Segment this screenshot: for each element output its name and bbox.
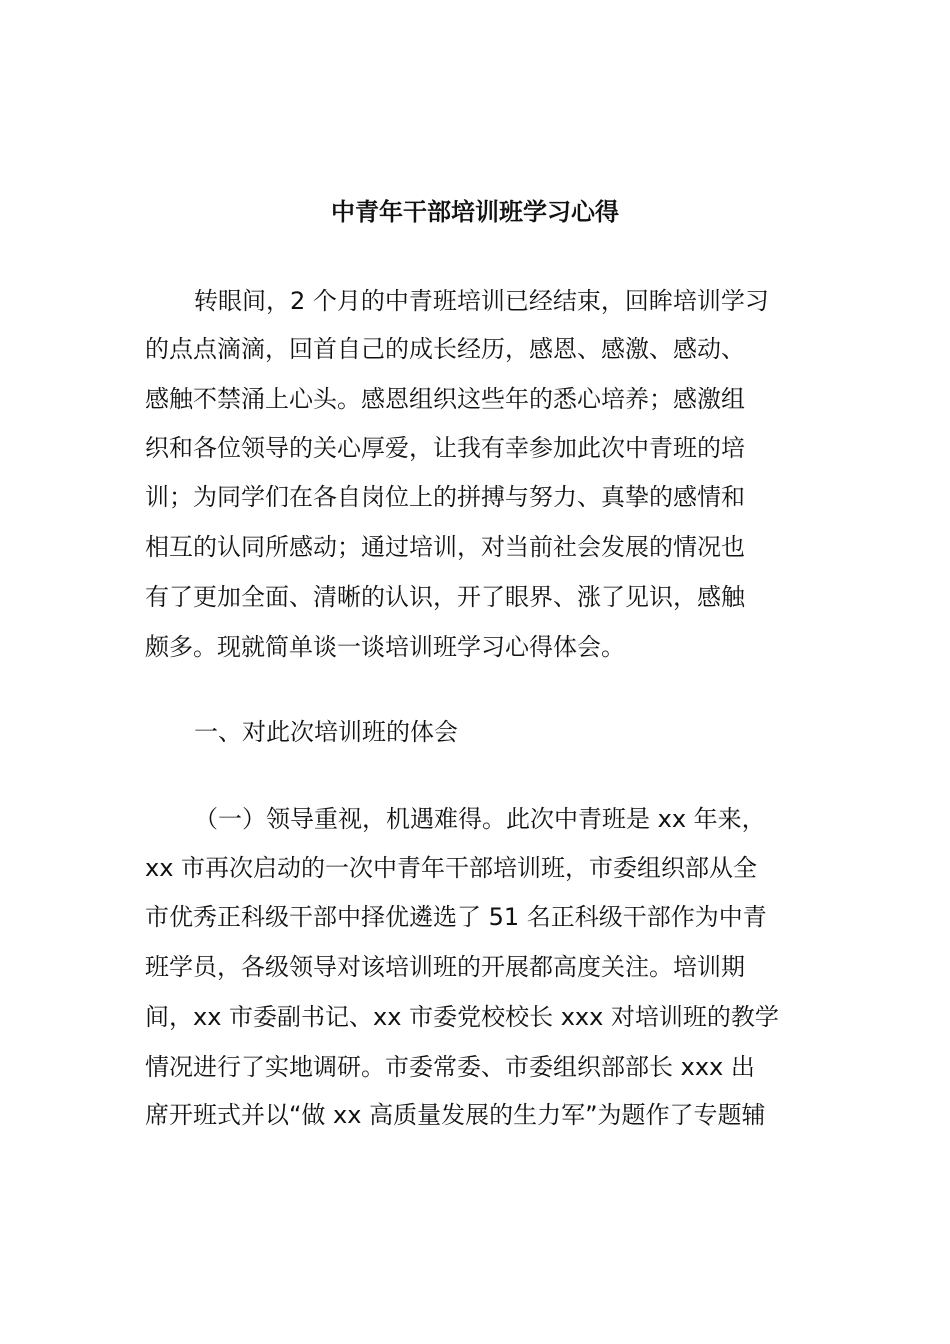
paragraph-2-line-3: 市优秀正科级干部中择优遴选了 51 名正科级干部作为中青 [145,903,767,931]
paragraph-1-line-6: 相互的认同所感动；通过培训，对当前社会发展的情况也 [145,533,745,561]
paragraph-1-line-8: 颇多。现就简单谈一谈培训班学习心得体会。 [145,633,625,661]
paragraph-1-line-1: 转眼间，2 个月的中青班培训已经结束，回眸培训学习 [194,287,769,315]
document-title: 中青年干部培训班学习心得 [331,198,619,226]
paragraph-1-line-7: 有了更加全面、清晰的认识，开了眼界、涨了见识，感触 [145,583,745,611]
paragraph-1-line-5: 训；为同学们在各自岗位上的拼搏与努力、真挚的感情和 [145,483,745,511]
paragraph-2-line-5: 间，xx 市委副书记、xx 市委党校校长 xxx 对培训班的教学 [145,1003,779,1031]
paragraph-2-line-4: 班学员，各级领导对该培训班的开展都高度关注。培训期 [145,953,745,981]
paragraph-1-line-4: 织和各位领导的关心厚爱，让我有幸参加此次中青班的培 [145,434,745,462]
paragraph-2-line-2: xx 市再次启动的一次中青年干部培训班，市委组织部从全 [145,854,758,882]
paragraph-1-line-3: 感触不禁涌上心头。感恩组织这些年的悉心培养；感激组 [145,385,745,413]
section-heading-1: 一、对此次培训班的体会 [194,718,458,746]
paragraph-2-line-6: 情况进行了实地调研。市委常委、市委组织部部长 xxx 出 [145,1053,755,1081]
paragraph-1-line-2: 的点点滴滴，回首自己的成长经历，感恩、感激、感动、 [145,335,745,363]
paragraph-2-line-1: （一）领导重视，机遇难得。此次中青班是 xx 年来， [194,805,766,833]
paragraph-2-line-7: 席开班式并以“做 xx 高质量发展的生力军”为题作了专题辅 [145,1101,766,1129]
